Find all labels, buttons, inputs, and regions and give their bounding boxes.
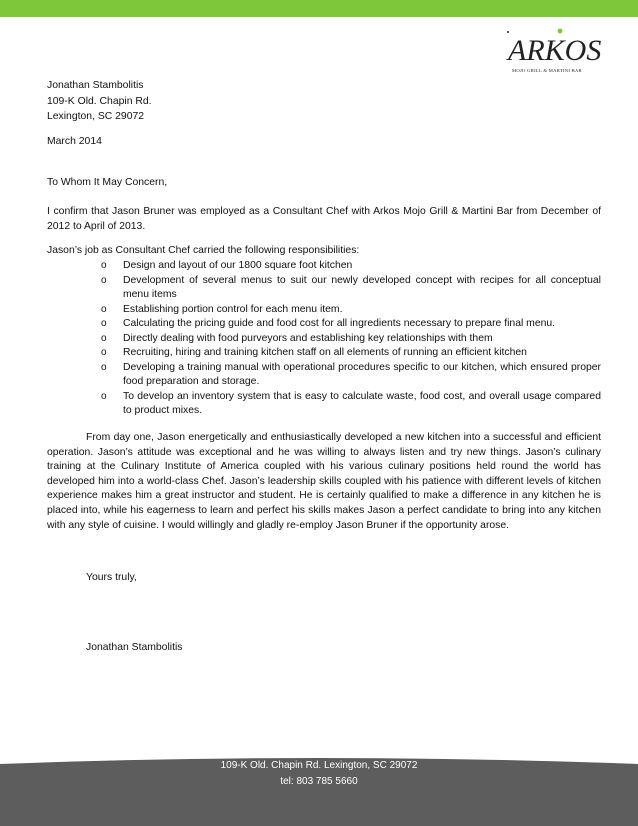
bullet-marker: o	[101, 332, 107, 344]
sender-name: Jonathan Stambolitis	[47, 80, 144, 91]
list-item: o Developing a training manual with operational procedures specific to our kitchen, which ensured proper food preparation and storage.	[101, 361, 601, 387]
sender-street: 109-K Old. Chapin Rd.	[47, 95, 152, 107]
footer-phone: tel: 803 785 5660	[280, 776, 358, 787]
bullet-marker: o	[101, 303, 107, 315]
signature-name: Jonathan Stambolitis	[86, 642, 183, 653]
bullet-marker: o	[101, 347, 107, 358]
footer-contact	[0, 758, 638, 790]
bullet-marker: o	[101, 390, 107, 402]
top-accent-bar	[0, 0, 638, 17]
footer-address: 109-K Old. Chapin Rd. Lexington, SC 29072	[220, 760, 418, 771]
arkos-logo	[504, 26, 602, 78]
list-item: o Calculating the pricing guide and food cost for all ingredients necessary to prepare final menu.	[101, 317, 601, 332]
list-item: o Recruiting, hiring and training kitchen staff on all elements of running an efficient kitchen	[101, 346, 601, 361]
responsibilities-list	[101, 259, 601, 419]
bullet-marker: o	[101, 361, 107, 373]
closing: Yours truly,	[86, 572, 137, 583]
list-item: o Establishing portion control for each menu item.	[101, 303, 601, 318]
responsibilities-intro: Jason’s job as Consultant Chef carried the following responsibilities:	[47, 245, 360, 256]
bullet-marker: o	[101, 318, 107, 329]
logo-tagline: MOJO GRILL & MARTINI BAR	[511, 68, 583, 73]
list-item: o Development of several menus to suit our newly developed concept with recipes for all conceptual menu items	[101, 274, 601, 300]
sender-address	[47, 78, 152, 125]
letter-date: March 2014	[47, 136, 102, 147]
salutation: To Whom It May Concern,	[47, 177, 168, 188]
bullet-marker: o	[101, 274, 107, 286]
intro-paragraph: I confirm that Jason Bruner was employed as a Consultant Chef with Arkos Mojo Grill & Martini Bar from December of 2012 to April of 2013.	[47, 206, 601, 232]
list-item: o Design and layout of our 1800 square foot kitchen	[101, 259, 601, 274]
arkos-logo-mark	[504, 26, 602, 70]
list-item: o To develop an inventory system that is easy to calculate waste, food cost, and overall usage compared to product mixes.	[101, 390, 601, 416]
logo-word: ARKOS	[508, 34, 602, 67]
sender-city: Lexington, SC 29072	[47, 111, 145, 123]
list-item: o Directly dealing with food purveyors and establishing key relationships with them	[101, 332, 601, 347]
bullet-marker: o	[101, 260, 107, 271]
body-paragraph: From day one, Jason energetically and enthusiastically developed a new kitchen into a successful and efficient operation. Jason’s attitude was exceptional and he was willing to always listen and try new things. Jason’s culinary training at the Culinary Institute of America coupled with his various culinary positions held round the world has developed him into a world-class Chef. Jason’s leadership skills coupled with his patience with different levels of kitchen experience makes him a great instructor and student. He is certainly qualified to make a difference in any kitchen he is placed into, while his eagerness to learn and perfect his skills makes Jason a perfect candidate to bring into any kitchen with any style of cuisine. I would willingly and gladly re-employ Jason Bruner if the opportunity arose.	[47, 432, 601, 531]
